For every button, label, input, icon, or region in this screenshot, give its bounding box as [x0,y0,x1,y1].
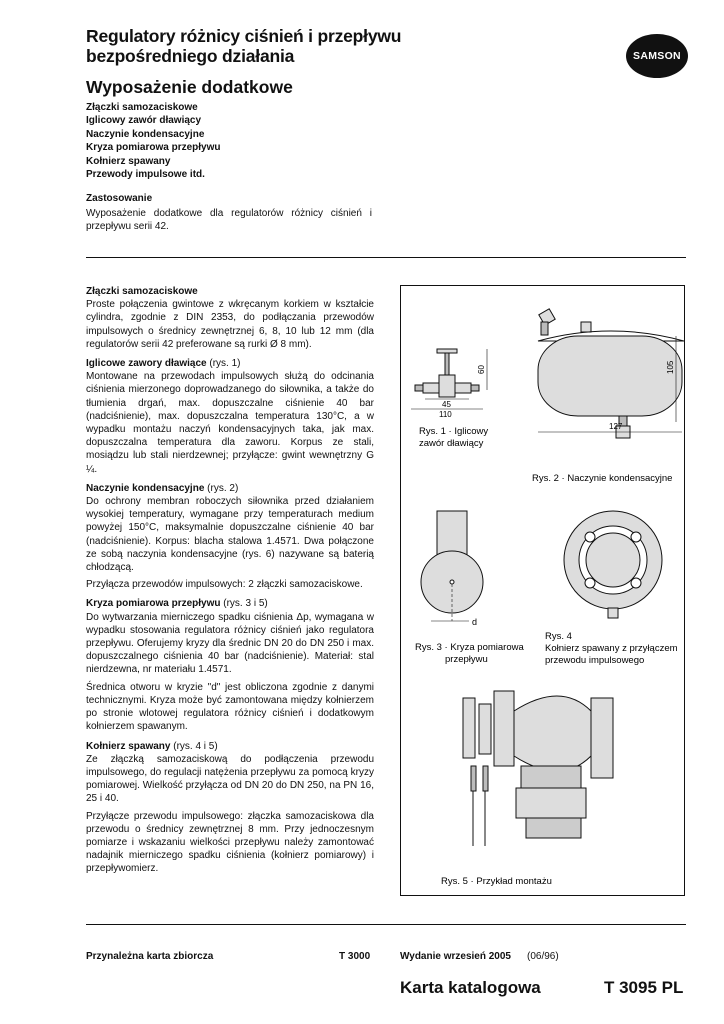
text-column [86,285,374,882]
needle-valve-drawing [415,349,479,397]
section-heading: Złączki samozaciskowe [86,286,198,297]
fig4-caption-line2: Kołnierz spawany z przyłączem [545,643,678,654]
section-heading: Naczynie kondensacyjne (rys. 2) [86,482,239,494]
section-paragraph: Proste połączenia gwintowe z wkręcanym korkiem w kształcie cylindra, zgodnie z DIN 2353, do podłączania przewodów impulsowych o średnicy zewnętrznej 6, 8, 10 lub 12 mm (dla regulatorów serii 42 preferowane są rurki Ø 8 mm). [86,299,374,350]
catalog-label: Karta katalogowa [400,978,541,997]
item-list [86,101,220,181]
dim-45: 45 [442,400,451,409]
orifice-plate-drawing [421,511,483,621]
weld-flange-drawing [564,511,662,618]
catalog-code: T 3095 PL [604,978,684,997]
fig3-caption-line1: Rys. 3 · Kryza pomiarowa [415,642,524,653]
fig3-caption-line2: przepływu [445,654,488,665]
fig4-caption-line1: Rys. 4 [545,631,572,642]
dim-127: 127 [609,422,623,431]
orifice-label-d: d [472,617,478,627]
application-heading: Zastosowanie [86,193,153,204]
footer-edition: Wydanie wrzesień 2005 [400,951,511,962]
section-condensate-pot [86,482,374,592]
list-item: Naczynie kondensacyjne [86,128,205,140]
section-heading: Kołnierz spawany (rys. 4 i 5) [86,740,218,752]
footer-collective-code: T 3000 [339,951,371,962]
section-heading: Kryza pomiarowa przepływu (rys. 3 i 5) [86,598,268,610]
divider-bottom [86,924,686,925]
condensate-pot-drawing [538,309,684,438]
section-fittings [86,285,374,351]
fig1-caption-line1: Rys. 1 · Iglicowy [419,426,489,437]
section-weld-flange [86,740,374,876]
fig1-caption-line2: zawór dławiący [419,438,484,449]
list-item: Kołnierz spawany [86,155,171,167]
fig4-caption-line3: przewodu impulsowego [545,655,645,666]
list-item: Kryza pomiarowa przepływu [86,142,221,154]
section-paragraph: Ze złączką samozaciskową do podłączenia przewodu impulsowego, do regulacji natężenia przepływu za pomocą kryzy pomiarowej. Wielkość przyłącza od DN 20 do DN 250, na PN 16, 25 i 40. [86,753,374,805]
samson-logo: SAMSON [626,34,688,78]
section-heading: Iglicowe zawory dławiące (rys. 1) [86,358,241,370]
installation-drawing [463,691,613,846]
page-subtitle: Wyposażenie dodatkowe [86,77,293,97]
section-paragraph: Do ochrony membran roboczych siłownika przed działaniem wysokiej temperatury, wymagane przy temperaturach medium powyżej 150°C, maksymalnie dopuszczalne ciśnienie 40 bar (nadciśnienie). Korpus: blacha stalowa 1.4571. Dwa połączone ze sobą naczynia kondensacyjne (rys. 6) nazywane są baterią chłodzącą. [86,496,374,574]
title-line-1: Regulatory różnicy ciśnień i przepływu [86,26,402,46]
section-paragraph: Przyłącze przewodu impulsowego: złączka samozaciskowa dla przewodu o średnicy zewnętrznej 8 mm. Przy jednoczesnym pomiarze i wskazaniu wielkości przepływu należy zamontować nadajnik mierniczego spadku ciśnienia (kołnierz pomiarowy) i przepływomierz. [86,810,374,875]
section-orifice-plate [86,597,374,733]
fig5-caption: Rys. 5 · Przykład montażu [441,876,552,887]
section-paragraph: Przyłącza przewodów impulsowych: 2 złączki samozaciskowe. [86,579,363,591]
list-item: Złączki samozaciskowe [86,102,198,113]
section-paragraph: Średnica otworu w kryzie "d" jest obliczona zgodnie z danymi technicznymi. Kryza może być zamontowana między kołnierzem po stronie wlotowej regulatora różnicy ciśnień i dodatkowym kołnierzem spawanym. [86,681,374,733]
dim-60: 60 [477,365,486,374]
section-paragraph: Montowane na przewodach impulsowych służą do odcinania ciśnienia mierzonego doprowadzanego do siłownika, a także do tłumienia drgań, max. dopuszczalne ciśnienie 40 bar (nadciśnienie), max. dopuszczalna temperatura 130°C, a w wypadku montażu naczyń kondensacyjnych taka, jak max. dopuszczalna temperatura dla zaworu. Korpus ze stali, mosiądzu lub stali nierdzewnej; przyłącze: gwint wewnętrzny G ¼. [86,371,374,475]
section-paragraph: Do wytwarzania mierniczego spadku ciśnienia Δp, wymagana w wypadku stosowania regulatora różnicy ciśnień jako regulatora przepływu. Oferujemy kryzy dla średnic DN 20 do DN 250 i max. dopuszczalnego ciśnienia 40 bar (nadciśnienie). Materiał: stal nierdzewna, nr materiału 1.4571. [86,611,374,676]
page-title [86,26,606,66]
figures-drawing [401,286,684,895]
application-text: Wyposażenie dodatkowe dla regulatorów różnicy ciśnień i przepływu serii 42. [86,208,372,233]
dim-110: 110 [439,410,452,419]
section-needle-valve [86,357,374,476]
fig2-caption: Rys. 2 · Naczynie kondensacyjne [532,473,673,484]
footer-edition-prev: (06/96) [527,951,559,962]
footer-collective-sheet: Przynależna karta zbiorcza [86,951,214,962]
list-item: Iglicowy zawór dławiący [86,115,202,127]
title-line-2: bezpośredniego działania [86,46,295,66]
dim-105: 105 [666,360,675,374]
list-item: Przewody impulsowe itd. [86,169,205,181]
figures-panel [400,285,685,896]
divider-top [86,257,686,258]
